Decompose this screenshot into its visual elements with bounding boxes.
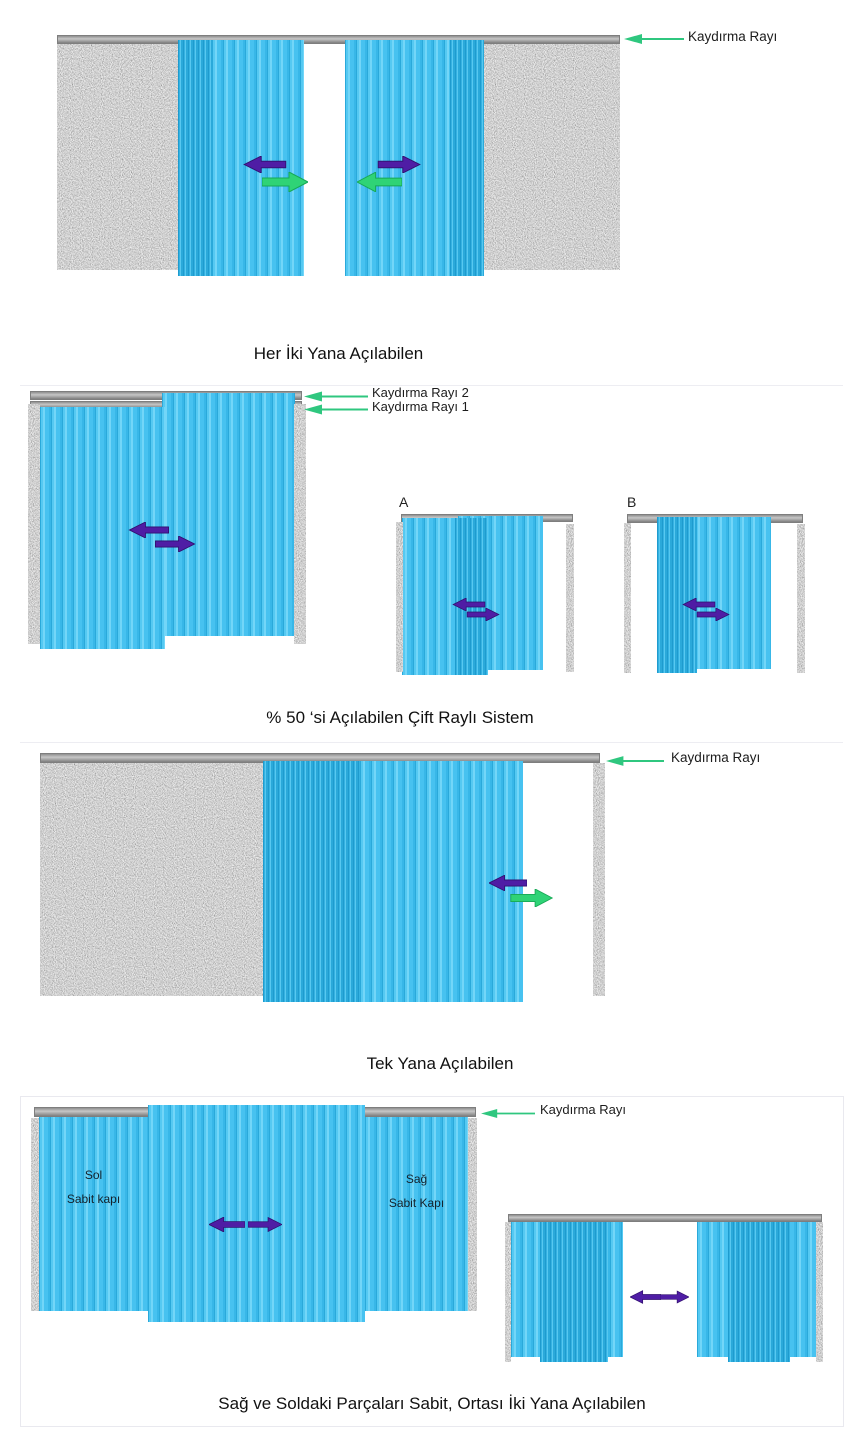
section1-right-curtain-gathered [450,40,484,276]
variant-b-curtain [695,517,771,669]
callout-arrow-icon [481,1108,535,1119]
section1-right-wall-texture [480,44,620,270]
slide-left-arrow-icon [630,1290,661,1304]
section1-sliding-rail [57,35,620,44]
section3-caption: Tek Yana Açılabilen [366,1054,514,1073]
callout-arrow-icon [624,33,684,45]
section1-rail-label: Kaydırma Rayı [688,29,778,44]
slide-left-arrow-icon [243,156,287,173]
section2-right-wall-texture [294,404,306,644]
section1-caption: Her İki Yana Açılabilen [253,344,424,363]
section4-rail-label: Kaydırma Rayı [540,1102,626,1117]
section4-left-door-label-line2: Sabit kapı [66,1192,121,1206]
section2-rail1-label: Kaydırma Rayı 1 [372,399,469,414]
section4-right-fixed-door [365,1117,468,1311]
separator-line [20,742,843,743]
section4-center-curtain [148,1105,365,1322]
section4-left-door-label-line1: Sol [84,1168,103,1182]
slide-right-arrow-icon [466,608,500,621]
section3-curtain-gathered [263,761,360,1002]
variant-a-label: A [399,494,409,510]
slide-right-arrow-icon [696,608,730,621]
section4-left-fixed-door [39,1117,148,1311]
callout-arrow-icon [304,391,368,402]
section4-left-wall-texture [31,1118,39,1311]
slide-right-arrow-icon [660,1290,689,1304]
variant-b-right-wall-texture [797,524,805,673]
section4-small-right-curtain-gathered [728,1222,790,1362]
callout-arrow-icon [606,755,664,767]
section4-small-right-wall-texture [816,1222,823,1362]
section1-left-wall-texture [57,44,185,270]
variant-a-curtain-gathered [455,518,488,675]
slide-left-arrow-icon [357,172,402,192]
slide-right-arrow-icon [509,889,554,907]
variant-b-curtain-gathered [657,517,697,673]
section4-small-left-curtain-gathered [540,1222,608,1362]
variant-b-left-wall-texture [624,523,631,673]
slide-right-arrow-icon [262,172,308,192]
section4-right-wall-texture [468,1118,477,1311]
variant-a-left-wall-texture [396,522,403,672]
section4-right-door-label-line1: Sağ [405,1172,428,1186]
callout-arrow-icon [304,404,368,415]
slide-left-arrow-icon [209,1217,245,1232]
section2-left-wall-texture [28,404,40,644]
section4-right-door-label-line2: Sabit Kapı [388,1196,445,1210]
section3-left-wall-texture [40,763,263,996]
slide-right-arrow-icon [154,536,196,552]
slide-right-arrow-icon [377,156,421,173]
section2-rail2-label: Kaydırma Rayı 2 [372,385,469,400]
section4-small-left-wall-texture [505,1222,511,1362]
section1-left-curtain-gathered [178,40,212,276]
section4-caption: Sağ ve Soldaki Parçaları Sabit, Ortası İki Yana Açılabilen [218,1394,646,1413]
section4-small-rail [508,1214,822,1222]
variant-b-label: B [627,494,637,510]
section2-caption: % 50 ‘si Açılabilen Çift Raylı Sistem [266,708,534,727]
section3-rail-label: Kaydırma Rayı [671,750,761,765]
slide-right-arrow-icon [248,1217,282,1232]
section2-rail2-curtain [162,393,295,636]
variant-a-right-wall-texture [566,524,574,672]
section3-right-wall-texture [593,763,605,996]
